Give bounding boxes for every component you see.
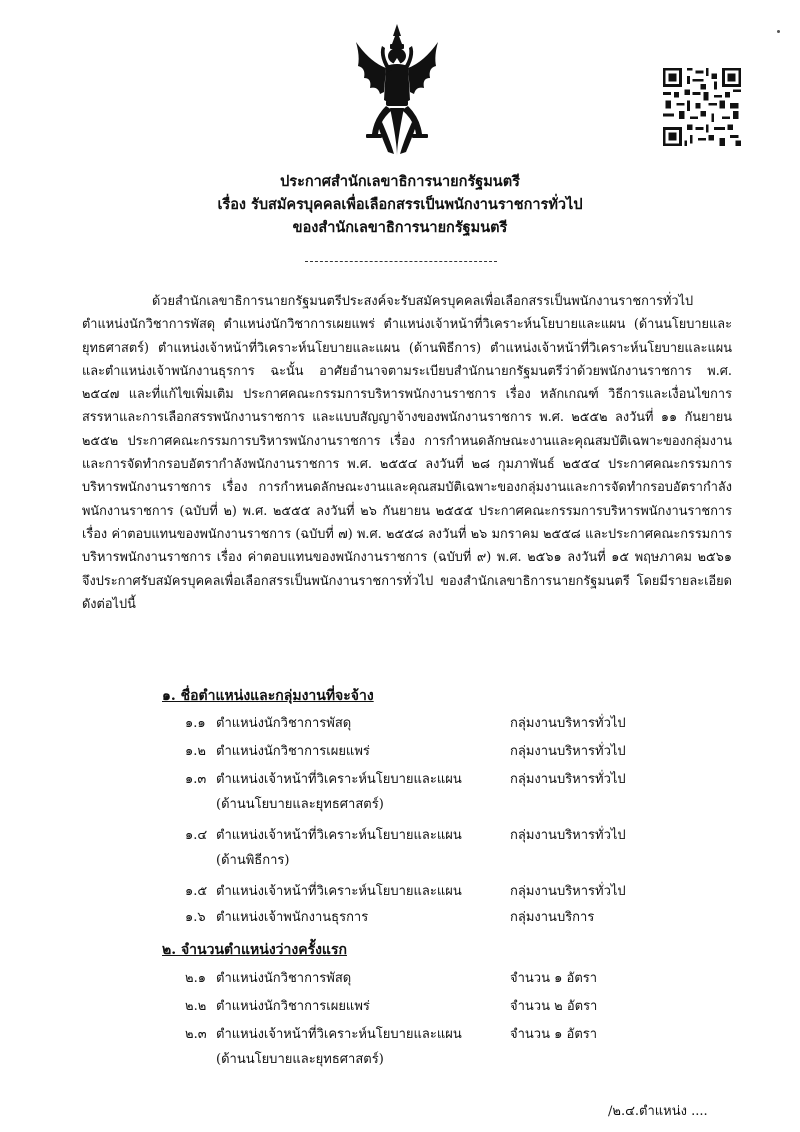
section-2-item-subtitle: (ด้านนโยบายและยุทธศาสตร์) bbox=[216, 1052, 384, 1067]
section-2-item-count: จำนวน ๑ อัตรา bbox=[510, 1027, 598, 1042]
section-2-item-num: ๒.๑ bbox=[185, 971, 206, 986]
section-1-item-group: กลุ่มงานบริหารทั่วไป bbox=[510, 828, 626, 843]
section-1-item-group: กลุ่มงานบริการ bbox=[510, 910, 595, 925]
section-2-heading: ๒. จำนวนตำแหน่งว่างครั้งแรก bbox=[162, 942, 347, 958]
section-1-item-group: กลุ่มงานบริหารทั่วไป bbox=[510, 744, 626, 759]
section-1-item-title: ตำแหน่งนักวิชาการเผยแพร่ bbox=[216, 744, 370, 759]
section-1-item-group: กลุ่มงานบริหารทั่วไป bbox=[510, 716, 626, 731]
section-1-item-title: ตำแหน่งเจ้าหน้าที่วิเคราะห์นโยบายและแผน bbox=[216, 828, 462, 843]
title-line-2: เรื่อง รับสมัครบุคคลเพื่อเลือกสรรเป็นพนักงานราชการทั่วไป bbox=[217, 196, 583, 213]
qr-code-icon bbox=[663, 68, 741, 146]
section-1-item-group: กลุ่มงานบริหารทั่วไป bbox=[510, 884, 626, 899]
body-paragraph-text: ด้วยสำนักเลขาธิการนายกรัฐมนตรีประสงค์จะรับสมัครบุคคลเพื่อเลือกสรรเป็นพนักงานราชการทั่วไป ตำแหน่งนักวิชาการพัสดุ ตำแหน่งนักวิชาการเผยแพร่ ตำแหน่งเจ้าหน้าที่วิเคราะห์นโยบายและแผน (ด้านนโยบายและยุทธศาสตร์) ตำแหน่งเจ้าหน้าที่วิเคราะห์นโยบายและแผน (ด้านพิธีการ) ตำแหน่งเจ้าหน้าที่วิเคราะห์นโยบายและแผน และตำแหน่งเจ้าพนักงานธุรการ ฉะนั้น อาศัยอำนาจตามระเบียบสำนักนายกรัฐมนตรีว่าด้วยพนักงานราชการ พ.ศ. ๒๕๔๗ และที่แก้ไขเพิ่มเติม ประกาศคณะกรรมการบริหารพนักงานราชการ เรื่อง หลักเกณฑ์ วิธีการและเงื่อนไขการสรรหาและการเลือกสรรพนักงานราชการ และแบบสัญญาจ้างของพนักงานราชการ พ.ศ. ๒๕๕๒ ลงวันที่ ๑๑ กันยายน ๒๕๕๒ ประกาศคณะกรรมการบริหารพนักงานราชการ เรื่อง การกำหนดลักษณะงานและคุณสมบัติเฉพาะของกลุ่มงานและการจัดทำกรอบอัตรากำลังพนักงานราชการ พ.ศ. ๒๕๕๔ ลงวันที่ ๒๘ กุมภาพันธ์ ๒๕๕๔ ประกาศคณะกรรมการบริหารพนักงานราชการ เรื่อง การกำหนดลักษณะงานและคุณสมบัติเฉพาะของกลุ่มงานและการจัดทำกรอบอัตรากำลังพนักงานราชการ (ฉบับที่ ๒) พ.ศ. ๒๕๕๕ ลงวันที่ ๒๖ กันยายน ๒๕๕๕ ประกาศคณะกรรมการบริหารพนักงานราชการ เรื่อง ค่าตอบแทนของพนักงานราชการ (ฉบับที่ ๗) พ.ศ. ๒๕๕๘ ลงวันที่ ๒๖ มกราคม ๒๕๕๘ และประกาศคณะกรรมการบริหารพนักงานราชการ เรื่อง ค่าตอบแทนของพนักงานราชการ (ฉบับที่ ๙) พ.ศ. ๒๕๖๑ ลงวันที่ ๑๕ พฤษภาคม ๒๕๖๑ จึงประกาศรับสมัครบุคคลเพื่อเลือกสรรเป็นพนักงานราชการทั่วไป ของสำนักเลขาธิการนายกรัฐมนตรี โดยมีรายละเอียดดังต่อไปนี้ bbox=[82, 294, 732, 612]
section-2-item-num: ๒.๓ bbox=[185, 1027, 207, 1042]
scan-speck bbox=[777, 30, 780, 33]
section-2-item-count: จำนวน ๑ อัตรา bbox=[510, 971, 598, 986]
section-1-item-title: ตำแหน่งเจ้าหน้าที่วิเคราะห์นโยบายและแผน bbox=[216, 884, 462, 899]
section-2-item-title: ตำแหน่งนักวิชาการเผยแพร่ bbox=[216, 999, 370, 1014]
section-2-item-num: ๒.๒ bbox=[185, 999, 207, 1014]
section-1-item-subtitle: (ด้านพิธีการ) bbox=[216, 853, 290, 868]
section-1-item-group: กลุ่มงานบริหารทั่วไป bbox=[510, 772, 626, 787]
section-1-item-num: ๑.๕ bbox=[185, 884, 208, 899]
garuda-emblem-icon bbox=[352, 22, 442, 162]
section-2-item-title: ตำแหน่งนักวิชาการพัสดุ bbox=[216, 971, 352, 986]
section-2-item-title: ตำแหน่งเจ้าหน้าที่วิเคราะห์นโยบายและแผน bbox=[216, 1027, 462, 1042]
section-1-item-num: ๑.๓ bbox=[185, 772, 207, 787]
announcement-title bbox=[0, 170, 800, 239]
section-2-item-count: จำนวน ๒ อัตรา bbox=[510, 999, 598, 1014]
body-paragraph bbox=[82, 290, 732, 616]
section-1-item-title: ตำแหน่งนักวิชาการพัสดุ bbox=[216, 716, 352, 731]
section-1-item-num: ๑.๖ bbox=[185, 910, 206, 925]
title-divider bbox=[305, 261, 497, 262]
title-line-3: ของสำนักเลขาธิการนายกรัฐมนตรี bbox=[292, 219, 508, 236]
section-1-item-title: ตำแหน่งเจ้าหน้าที่วิเคราะห์นโยบายและแผน bbox=[216, 772, 462, 787]
title-line-1: ประกาศสำนักเลขาธิการนายกรัฐมนตรี bbox=[280, 173, 520, 190]
continuation-marker: /๒.๔.ตำแหน่ง .... bbox=[608, 1104, 708, 1119]
section-1-item-subtitle: (ด้านนโยบายและยุทธศาสตร์) bbox=[216, 797, 384, 812]
section-1-item-title: ตำแหน่งเจ้าพนักงานธุรการ bbox=[216, 910, 369, 925]
section-1-item-num: ๑.๔ bbox=[185, 828, 208, 843]
section-1-item-num: ๑.๑ bbox=[185, 716, 206, 731]
section-1-heading: ๑. ชื่อตำแหน่งและกลุ่มงานที่จะจ้าง bbox=[162, 688, 374, 704]
section-1-item-num: ๑.๒ bbox=[185, 744, 206, 759]
